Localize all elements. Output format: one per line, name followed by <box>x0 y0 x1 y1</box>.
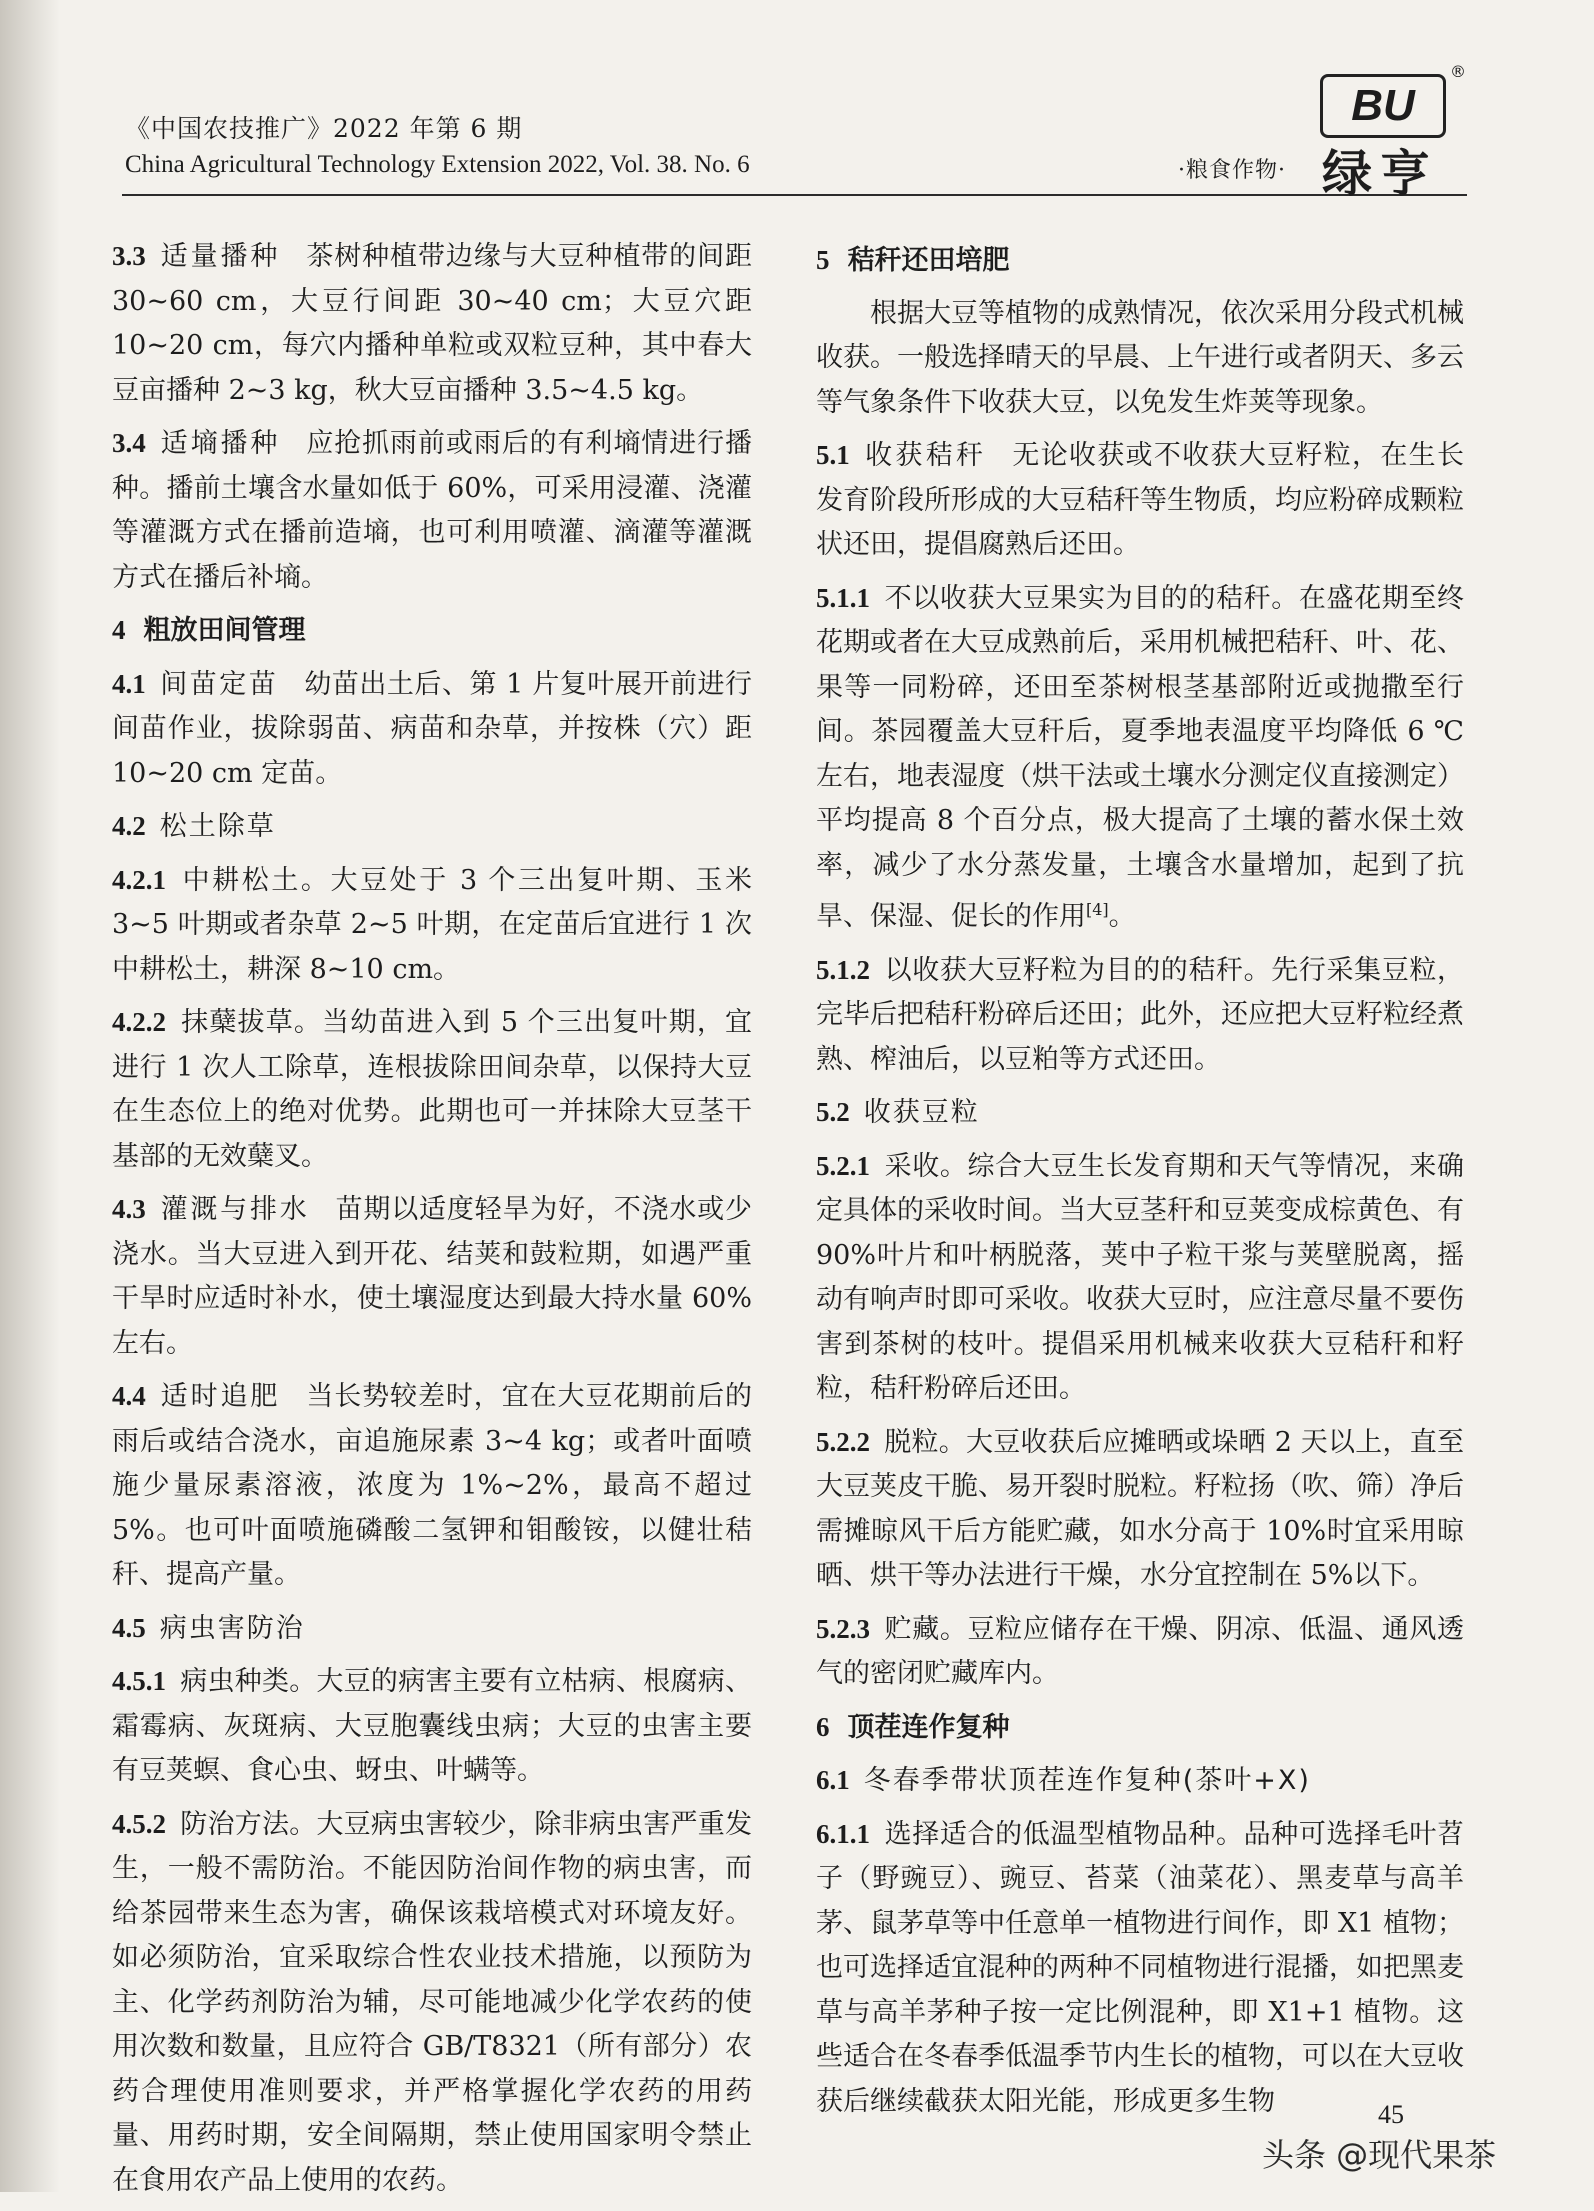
para-4-1: 4.1 间苗定苗 幼苗出土后、第 1 片复叶展开前进行间苗作业，拔除弱苗、病苗和杂草，并按株（穴）距 10~20 cm 定苗。 <box>112 668 753 789</box>
logo-mark: BU <box>1320 74 1446 138</box>
brand-logo <box>1300 62 1470 203</box>
para-6-1-1: 6.1.1 选择适合的低温型植物品种。品种可选择毛叶苕子（野豌豆）、豌豆、苔菜（油菜花）、黑麦草与高羊茅、鼠茅草等中任意单一植物进行间作，即 X1 植物；也可选择适宜混种的两种不同植物进行混播，如把黑麦草与高羊茅种子按一定比例混种，即 X1+1 植物。这些适合在冬春季低温季节内生长的植物，可以在大豆收获后继续截获太阳光能，形成更多生物 <box>816 1818 1464 2117</box>
para-5-1: 5.1 收获秸秆 无论收获或不收获大豆籽粒，在生长发育阶段所形成的大豆秸秆等生物质，均应粉碎成颗粒状还田，提倡腐熟后还田。 <box>816 440 1464 560</box>
para-5-1-2: 5.1.2 以收获大豆籽粒为目的的秸秆。先行采集豆粒，完毕后把秸秆粉碎后还田；此外，还应把大豆籽粒经煮熟、榨油后，以豆粕等方式还田。 <box>816 954 1464 1075</box>
citation-ref: [4] <box>1086 900 1109 919</box>
para-4-5-2: 4.5.2 防治方法。大豆病虫害较少，除非病虫害严重发生，一般不需防治。不能因防治间作物的病虫害，而给茶园带来生态为害，确保该栽培模式对环境友好。如必须防治，宜采取综合性农业技术措施，以预防为主、化学药剂防治为辅，尽可能地减少化学农药的使用次数和数量，且应符合 GB/T8321（所有部分）农药合理使用准则要求，并严格掌握化学农药的用药量、用药时期，安全间隔期，禁止使用国家明令禁止在食用农产品上使用的农药。 <box>112 1808 752 2196</box>
heading-5-2: 5.2 收获豆粒 <box>816 1097 980 1128</box>
para-3-4: 3.4 适墒播种 应抢抓雨前或雨后的有利墒情进行播种。播前土壤含水量如低于 60%，可采用浸灌、浇灌等灌溉方式在播前造墒，也可利用喷灌、滴灌等灌溉方式在播后补墒。 <box>112 428 752 593</box>
para-5-2-3: 5.2.3 贮藏。豆粒应储存在干燥、阴凉、低温、通风透气的密闭贮藏库内。 <box>816 1613 1464 1689</box>
para-3-3: 3.3 适量播种 茶树种植带边缘与大豆种植带的间距 30~60 cm，大豆行间距 30~40 cm；大豆穴距 10~20 cm，每穴内播种单粒或双粒豆种，其中春大豆亩播种 2~3 kg，秋大豆亩播种 3.5~4.5 kg。 <box>112 241 752 406</box>
para-4-2-1: 4.2.1 中耕松土。大豆处于 3 个三出复叶期、玉米 3~5 叶期或者杂草 2~5 叶期，在定苗后宜进行 1 次中耕松土，耕深 8~10 cm。 <box>112 864 752 985</box>
source-watermark: 头条 @现代果茶 <box>1262 2136 1497 2174</box>
journal-title-cn: 《中国农技推广》2022 年第 6 期 <box>125 114 523 143</box>
para-5-2-2: 5.2.2 脱粒。大豆收获后应摊晒或垛晒 2 天以上，直至大豆荚皮干脆、易开裂时脱粒。籽粒扬（吹、筛）净后需摊晾风干后方能贮藏，如水分高于 10%时宜采用晾晒、烘干等办法进行干燥，水分宜控制在 5%以下。 <box>816 1426 1464 1591</box>
para-4-3: 4.3 灌溉与排水 苗期以适度轻旱为好，不浇水或少浇水。当大豆进入到开花、结荚和鼓粒期，如遇严重干旱时应适时补水，使土壤湿度达到最大持水量 60%左右。 <box>112 1194 752 1359</box>
section-label: ·粮食作物· <box>1178 158 1286 183</box>
heading-5: 5 秸秆还田培肥 <box>816 245 1010 276</box>
para-4-4: 4.4 适时追肥 当长势较差时，宜在大豆花期前后的雨后或结合浇水，亩追施尿素 3~4 kg；或者叶面喷施少量尿素溶液，浓度为 1%~2%，最高不超过 5%。也可叶面喷施磷酸二氢钾和钼酸铵，以健壮秸秆、提高产量。 <box>112 1381 752 1590</box>
logo-name: 绿亨 <box>1322 145 1438 203</box>
heading-4-2: 4.2 松土除草 <box>112 811 276 842</box>
para-5-2-1: 5.2.1 采收。综合大豆生长发育期和天气等情况，来确定具体的采收时间。当大豆茎秆和豆荚变成棕黄色、有 90%叶片和叶柄脱落，荚中子粒干浆与荚壁脱离，摇动有响声时即可采收。收获大豆时，应注意尽量不要伤害到茶树的枝叶。提倡采用机械来收获大豆秸秆和籽粒，秸秆粉碎后还田。 <box>816 1150 1464 1404</box>
journal-title-en: China Agricultural Technology Extension 2022, Vol. 38. No. 6 <box>125 151 750 178</box>
para-5: 根据大豆等植物的成熟情况，依次采用分段式机械收获。一般选择晴天的早晨、上午进行或者阴天、多云等气象条件下收获大豆，以免发生炸荚等现象。 <box>816 297 1464 418</box>
heading-4: 4 粗放田间管理 <box>112 615 306 646</box>
page-gutter-shadow <box>0 0 60 2192</box>
page-number: 45 <box>1378 2100 1404 2129</box>
header-rule <box>122 194 1467 196</box>
heading-6: 6 顶茬连作复种 <box>816 1711 1010 1743</box>
logo-registered-mark: ® <box>1450 62 1466 81</box>
para-5-1-1: 5.1.1 不以收获大豆果实为目的的秸秆。在盛花期至终花期或者在大豆成熟前后，采用机械把秸秆、叶、花、果等一同粉碎，还田至茶树根茎基部附近或抛撒至行间。茶园覆盖大豆秆后，夏季地表温度平均降低 6 ℃左右，地表湿度（烘干法或土壤水分测定仪直接测定）平均提高 8 个百分点，极大提高了土壤的蓄水保土效率，减少了水分蒸发量，土壤含水量增加，起到了抗旱、保湿、促长的作用[4]。 <box>816 582 1464 932</box>
left-column <box>112 234 752 2211</box>
para-4-5-1: 4.5.1 病虫种类。大豆的病害主要有立枯病、根腐病、霜霉病、灰斑病、大豆胞囊线虫病；大豆的虫害主要有豆荚螟、食心虫、蚜虫、叶螨等。 <box>112 1666 752 1786</box>
para-4-2-2: 4.2.2 抹蘖拔草。当幼苗进入到 5 个三出复叶期，宜进行 1 次人工除草，连根拔除田间杂草，以保持大豆在生态位上的绝对优势。此期也可一并抹除大豆茎干基部的无效蘖叉。 <box>112 1007 752 1172</box>
heading-6-1: 6.1 冬春季带状顶茬连作复种(茶叶+X) <box>816 1765 1311 1796</box>
heading-4-5: 4.5 病虫害防治 <box>112 1612 305 1644</box>
right-column <box>816 234 1464 2132</box>
